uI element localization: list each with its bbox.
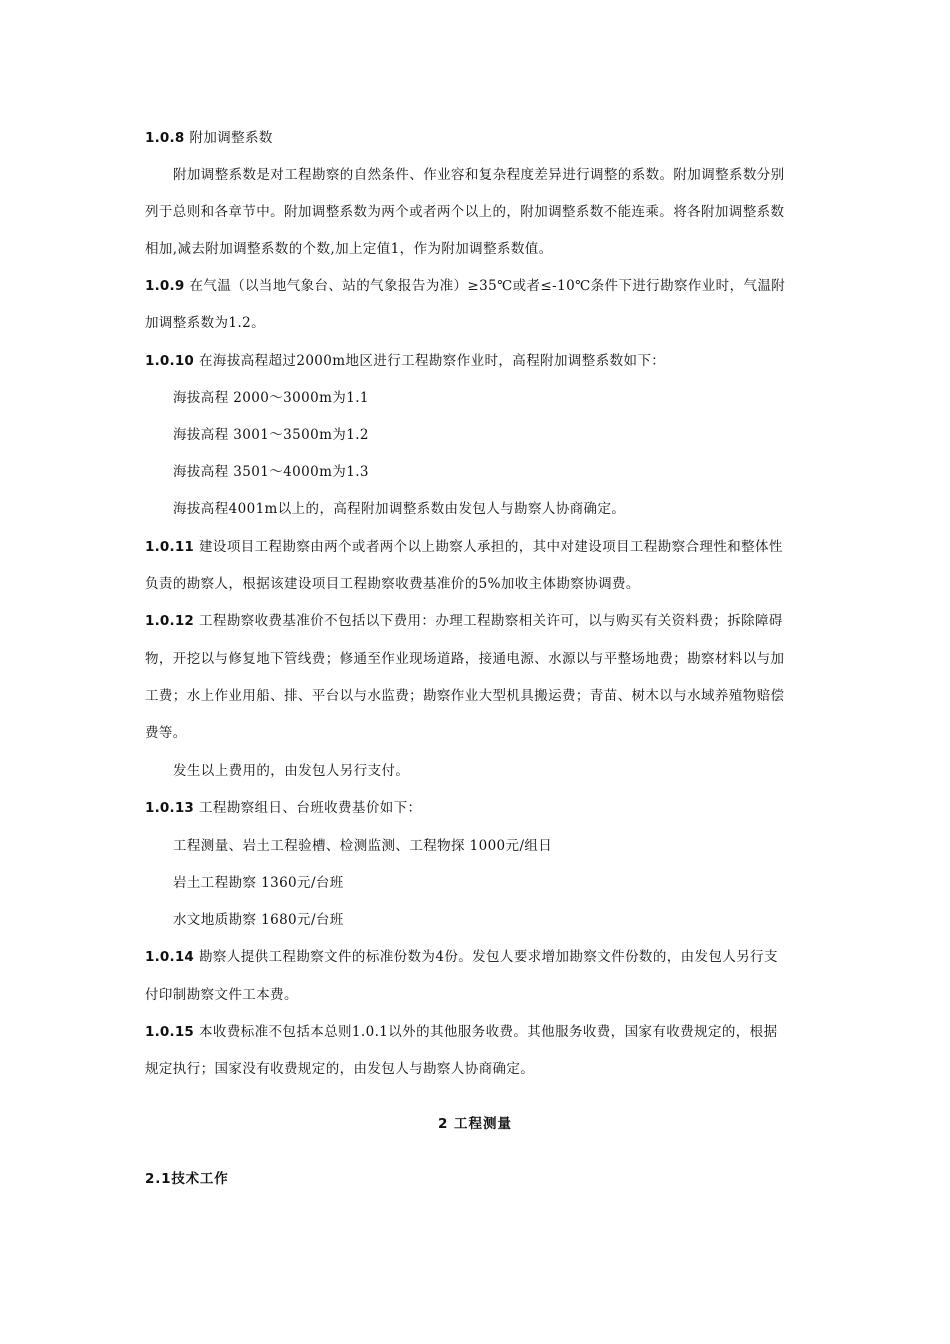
paragraph-line: 负责的勘察人，根据该建设项目工程勘察收费基准价的5%加收主体勘察协调费。 bbox=[145, 576, 640, 592]
list-item: 岩土工程勘察 1360元/台班 bbox=[173, 875, 344, 891]
paragraph-line: 物，开挖以与修复地下管线费；修通至作业现场道路，接通电源、水源以与平整场地费；勘察材料以与加 bbox=[145, 651, 785, 667]
paragraph-line: 工费；水上作业用船、排、平台以与水监费；勘察作业大型机具搬运费；青苗、树木以与水域养殖物赔偿 bbox=[145, 688, 785, 704]
clause-1-0-13-line-1 bbox=[145, 798, 815, 818]
clause-1-0-14-line-1 bbox=[145, 947, 815, 967]
paragraph-line: 费等。 bbox=[145, 725, 187, 741]
clause-text: 在海拔高程超过2000m地区进行工程勘察作业时，高程附加调整系数如下： bbox=[199, 353, 666, 369]
list-item: 海拔高程4001m以上的，高程附加调整系数由发包人与勘察人协商确定。 bbox=[173, 501, 626, 517]
section-heading: 2.1技术工作 bbox=[145, 1171, 229, 1187]
clause-1-0-11-line-1 bbox=[145, 537, 815, 557]
clause-number: 1.0.11 bbox=[145, 539, 195, 555]
clause-1-0-9-line-1 bbox=[145, 276, 815, 296]
clause-text: 工程勘察组日、台班收费基价如下： bbox=[199, 800, 422, 816]
clause-number: 1.0.8 bbox=[145, 130, 185, 146]
clause-text: 勘察人提供工程勘察文件的标准份数为4份。发包人要求增加勘察文件份数的，由发包人另行支 bbox=[199, 949, 778, 965]
clause-text: 工程勘察收费基准价不包括以下费用：办理工程勘察相关许可，以与购买有关资料费；拆除障碍 bbox=[199, 613, 783, 629]
list-item: 海拔高程 3501～4000m为1.3 bbox=[173, 464, 369, 480]
paragraph-line: 加调整系数为1.2。 bbox=[145, 315, 265, 331]
clause-number: 1.0.10 bbox=[145, 353, 195, 369]
clause-1-0-10-line-1 bbox=[145, 351, 815, 371]
paragraph-line: 附加调整系数是对工程勘察的自然条件、作业容和复杂程度差异进行调整的系数。附加调整系数分别 bbox=[173, 167, 785, 183]
clause-number: 1.0.15 bbox=[145, 1024, 195, 1040]
list-item: 工程测量、岩土工程验槽、检测监测、工程物探 1000元/组日 bbox=[173, 838, 553, 854]
clause-text: 附加调整系数 bbox=[189, 130, 273, 146]
clause-number: 1.0.14 bbox=[145, 949, 195, 965]
chapter-heading: 2 工程测量 bbox=[437, 1116, 513, 1132]
paragraph-line: 发生以上费用的，由发包人另行支付。 bbox=[173, 763, 410, 779]
paragraph-line: 规定执行；国家没有收费规定的，由发包人与勘察人协商确定。 bbox=[145, 1061, 535, 1077]
paragraph-line: 列于总则和各章节中。附加调整系数为两个或者两个以上的，附加调整系数不能连乘。将各附加调整系数 bbox=[145, 204, 785, 220]
list-item: 海拔高程 3001～3500m为1.2 bbox=[173, 427, 369, 443]
clause-1-0-8-line-1 bbox=[145, 128, 815, 148]
clause-text: 建设项目工程勘察由两个或者两个以上勘察人承担的，其中对建设项目工程勘察合理性和整体性 bbox=[199, 539, 783, 555]
clause-1-0-12-line-1 bbox=[145, 611, 815, 631]
list-item: 海拔高程 2000～3000m为1.1 bbox=[173, 390, 369, 406]
clause-number: 1.0.9 bbox=[145, 278, 185, 294]
clause-number: 1.0.13 bbox=[145, 800, 195, 816]
clause-1-0-15-line-1 bbox=[145, 1022, 815, 1042]
list-item: 水文地质勘察 1680元/台班 bbox=[173, 912, 344, 928]
paragraph-line: 付印制勘察文件工本费。 bbox=[145, 987, 298, 1003]
clause-text: 本收费标准不包括本总则1.0.1以外的其他服务收费。其他服务收费，国家有收费规定的，根据 bbox=[199, 1024, 778, 1040]
paragraph-line: 相加,减去附加调整系数的个数,加上定值1，作为附加调整系数值。 bbox=[145, 241, 553, 257]
clause-text: 在气温（以当地气象台、站的气象报告为准）≥35℃或者≤-10℃条件下进行勘察作业时，气温附 bbox=[189, 278, 786, 294]
clause-number: 1.0.12 bbox=[145, 613, 195, 629]
